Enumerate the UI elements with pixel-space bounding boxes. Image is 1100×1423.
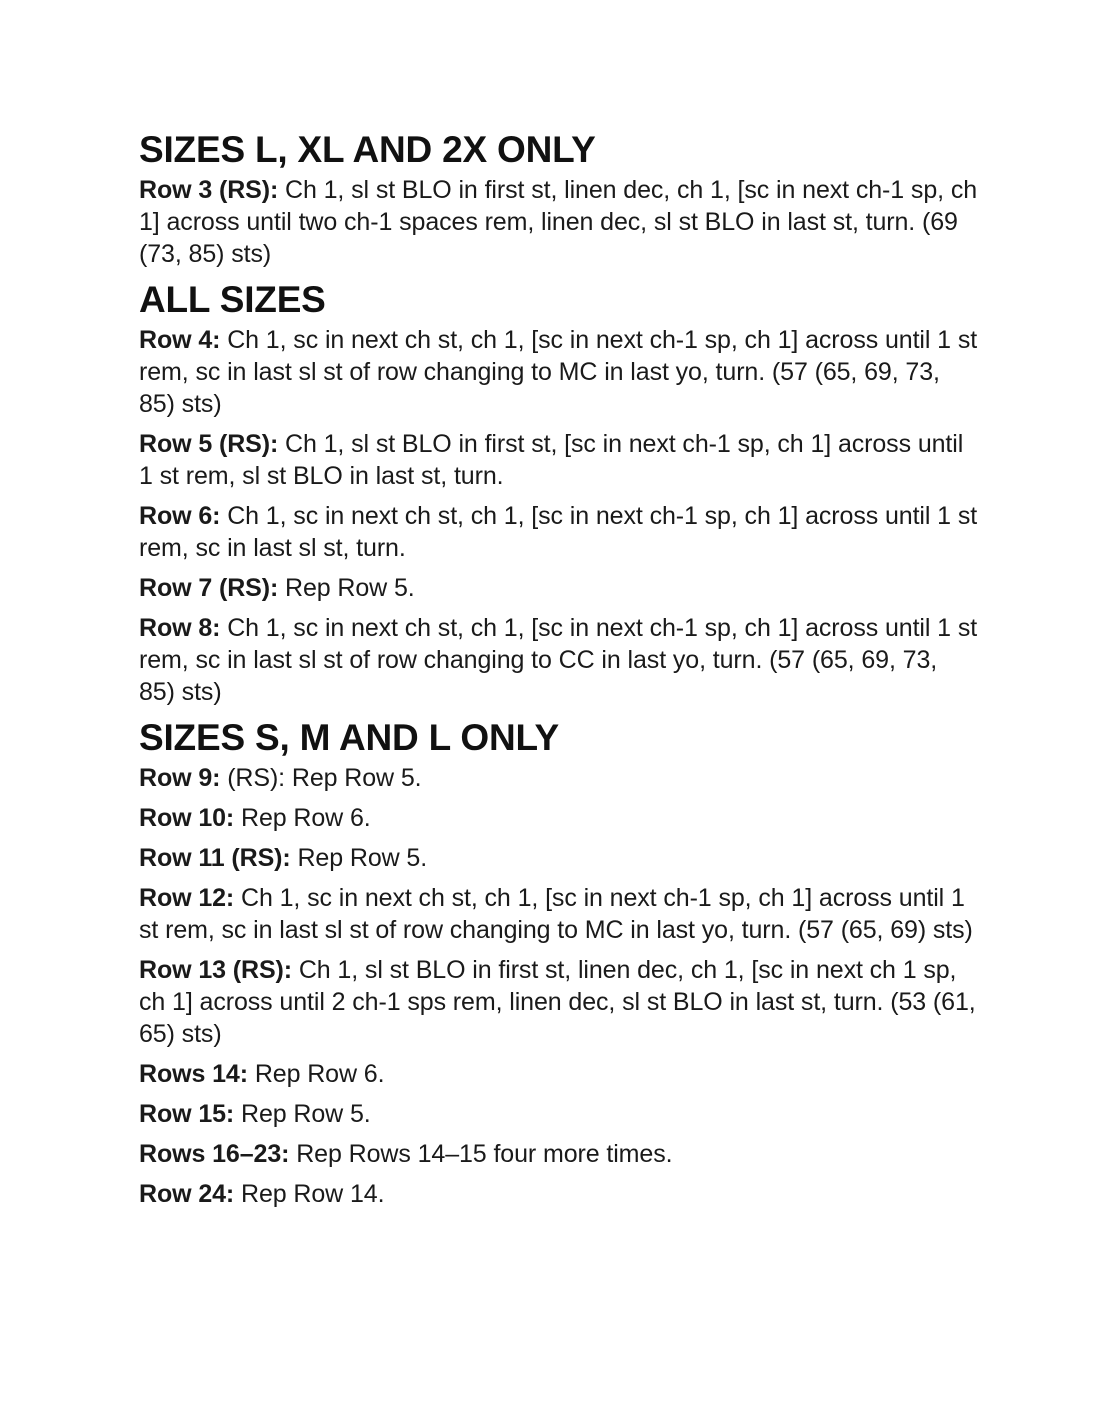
pattern-row <box>139 1138 979 1170</box>
row-text: Rep Row 14. <box>234 1180 385 1208</box>
row-label: Row 15: <box>139 1100 235 1128</box>
row-label: Rows 16–23: <box>139 1140 290 1168</box>
pattern-row <box>139 500 979 564</box>
pattern-page <box>139 128 979 1218</box>
row-text: Rep Row 6. <box>234 804 371 832</box>
row-text: Rep Row 5. <box>234 1100 371 1128</box>
row-text: Ch 1, sc in next ch st, ch 1, [sc in next ch-1 sp, ch 1] across until 1 st rem, sc in last sl st of row changing to MC in last yo, turn. (57 (65, 69, 73, 85) sts) <box>139 326 978 418</box>
row-label: Row 9: <box>139 764 221 792</box>
pattern-row <box>139 428 979 492</box>
row-text: Rep Row 5. <box>278 574 415 602</box>
row-text: Ch 1, sc in next ch st, ch 1, [sc in next ch-1 sp, ch 1] across until 1 st rem, sc in last sl st of row changing to MC in last yo, turn. (57 (65, 69) sts) <box>139 884 973 944</box>
row-label: Row 10: <box>139 804 235 832</box>
section-heading: SIZES S, M AND L ONLY <box>139 717 559 758</box>
row-label: Row 13 (RS): <box>139 956 292 984</box>
row-text: Rep Rows 14–15 four more times. <box>289 1140 673 1168</box>
pattern-row <box>139 954 979 1050</box>
pattern-row <box>139 1058 979 1090</box>
pattern-row <box>139 882 979 946</box>
row-text: Rep Row 6. <box>247 1060 385 1088</box>
section-sizes-s-m-l <box>139 716 979 1210</box>
pattern-row <box>139 842 979 874</box>
pattern-row <box>139 1178 979 1210</box>
row-label: Row 4: <box>139 326 221 354</box>
row-label: Rows 14: <box>139 1060 248 1088</box>
row-label: Row 7 (RS): <box>139 574 279 602</box>
row-label: Row 6: <box>139 502 221 530</box>
pattern-row <box>139 762 979 794</box>
row-label: Row 12: <box>139 884 235 912</box>
section-heading: ALL SIZES <box>139 279 326 320</box>
section-heading: SIZES L, XL AND 2X ONLY <box>139 129 596 170</box>
pattern-row <box>139 572 979 604</box>
row-text: Ch 1, sl st BLO in first st, linen dec, ch 1, [sc in next ch-1 sp, ch 1] across until two ch-1 spaces rem, linen dec, sl st BLO in last st, turn. (69 (73, 85) sts) <box>139 176 978 268</box>
row-text: Ch 1, sc in next ch st, ch 1, [sc in next ch-1 sp, ch 1] across until 1 st rem, sc in last sl st of row changing to CC in last yo, turn. (57 (65, 69, 73, 85) sts) <box>139 614 978 706</box>
row-label: Row 5 (RS): <box>139 430 279 458</box>
row-label: Row 11 (RS): <box>139 844 291 872</box>
row-text: (RS): Rep Row 5. <box>220 764 422 792</box>
row-text: Rep Row 5. <box>290 844 428 872</box>
pattern-row <box>139 802 979 834</box>
row-text: Ch 1, sc in next ch st, ch 1, [sc in next ch-1 sp, ch 1] across until 1 st rem, sc in last sl st, turn. <box>139 502 978 562</box>
pattern-row <box>139 174 979 270</box>
pattern-row <box>139 324 979 420</box>
row-label: Row 24: <box>139 1180 235 1208</box>
row-label: Row 3 (RS): <box>139 176 279 204</box>
row-label: Row 8: <box>139 614 221 642</box>
section-all-sizes <box>139 278 979 708</box>
pattern-row <box>139 1098 979 1130</box>
pattern-row <box>139 612 979 708</box>
section-sizes-l-xl-2x <box>139 128 979 270</box>
row-text: Ch 1, sl st BLO in first st, linen dec, ch 1, [sc in next ch 1 sp, ch 1] across until 2 ch-1 sps rem, linen dec, sl st BLO in last st, turn. (53 (61, 65) sts) <box>139 956 976 1048</box>
row-text: Ch 1, sl st BLO in first st, [sc in next ch-1 sp, ch 1] across until 1 st rem, sl st BLO in last st, turn. <box>139 430 964 490</box>
